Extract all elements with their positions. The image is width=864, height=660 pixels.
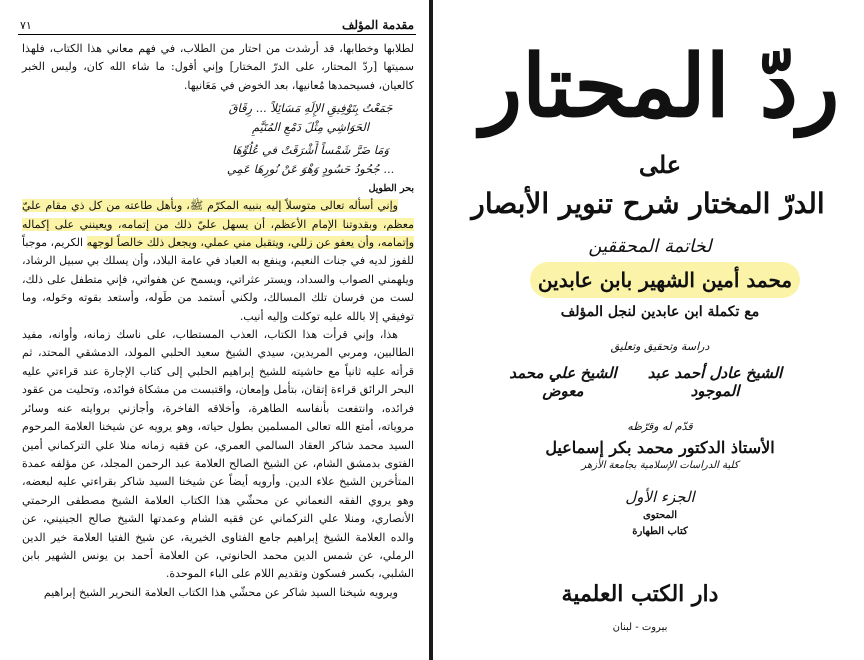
author-name-highlighted: محمد أمين الشهير بابن عابدين [530,262,800,298]
publisher-city: بيروت - لبنان [612,622,668,633]
editor-2: الشيخ علي محمد معوض [509,364,617,400]
author-epithet: لخاتمة المحققين [588,236,712,257]
professor-name: الأستاذ الدكتور محمد بكر إسماعيل [545,438,775,457]
contents-label: المحتوى [642,510,678,521]
paragraph-chain: هذا، وإني قرأت هذا الكتاب، العذب المستطاب، على ناسك زمانه، وأوانه، مفيد الطالبين، ومربي المريدين، سيدي الشيخ سعيد الحلبي المولد، الدمشقي المحتد، ثم قرأته عليه ثانياً مع حاشيته للشيخ إبراهيم الحلبي إلى كتاب الإجارة عند قراءتي عليه البحر الرائق قراءة إتقان، بتأمل وإمعان، واقتبست من مشكاة فوائده، وتحليت من عقود فرائده، وانتفعت بأنفاسه الطاهرة، وأخلاقه الفاخرة، وأجازني بروايته عنه وسائر مروياته، أمتع الله تعالى المسلمين بطول حياته، وهو يرويه عن شيخنا العلامة المرحوم السيد محمد شاكر العقاد السالمي العمري، عن فقيه زمانه منلا علي التركماني أمين الفتوى بدمشق الشام، عن الشيخ الصالح العلامة عبد الرحمن المجلد، عن مؤلفه عمدة المتأخرين الشيخ علاء الدين. وأرويه أيضاً عن شيخنا السيد شاكر بقراءتي عليه لبعضه، وهو يروي الفقه النعماني عن محشّي هذا الكتاب العلامة الشيخ مصطفى الرحمتي الأنصاري، ومنلا علي التركماني عن فقيه الشام وعمدتها الشيخ صالح الجينيني، عن والده العلامة الشيخ إبراهيم جامع الفتاوى الخيرية، عن شيخ الفتيا العلامة خير الدين الرملي، عن شمس الدين محمد الحانوتي، عن العلامة أحمد بن يونس الشهير بابن الشلبي، بكسر فسكون وتقديم اللام على الباء الموحدة. [22,328,414,581]
title-text: ردّ المحتار [480,36,840,137]
page-body [22,40,414,602]
study-label: دراسة وتحقيق وتعليق [610,340,710,353]
prayer-continuation: الكريم، موجباً للفوز لديه في جنات النعيم، وينفع به العباد في عامة البلاد، وأن يسلك بي سبيل الرشاد، ويلهمني الصواب والسداد، ويستر عثراتي، ويسمح عن هفواتي، فإني متطفل على ذلك، لست من فرسان تلك المسالك، ولكني أستمد من طَوله، وأستعد بقوته وحَوله، وما توفيقي إلا بالله عليه توكلت وإليه أنيب. [22,236,414,323]
verse-line [22,99,414,137]
volume-part: الجزء الأول [625,488,695,506]
header-rule [18,34,416,35]
paragraph-intro: لطلابها وخطابها، قد أرشدت من احتار من الطلاب، في فهم معاني هذا الكتاب، فلهذا سميتها [ردّ المحتار، على الدرّ المختار] وإني أقول: ما شاء الله كان، وليس الخبر كالعيان، فسيحمدها مُعانيها، بعد الخوض في مَعَانيها. [22,42,414,92]
completion-note: مع تكملة ابن عابدين لنجل المؤلف [560,304,760,320]
verse-text: وَمَا ضَرَّ شَمْساً أَشْرَقَتْ في عُلُوِّهَا ... جُحُودُ حَسُودٍ وَهْوَ عَنْ نُورِهَا عَمِي [226,143,395,177]
paragraph-last: ويرويه شيخنا السيد شاكر عن محشّي هذا الكتاب العلامة النحرير الشيخ إبراهيم [43,585,398,599]
title-calligraphy [480,24,840,144]
presented-label: قدّم له وقرّظه [627,420,693,433]
running-header [20,14,414,32]
page-number: ٧١ [20,19,32,32]
highlighted-passage: وإني أسأله تعالى متوسلاً إليه بنبيه المكرّم ﷺ، وبأهل طاعته من كل ذي مقام عليّ معظم، وبقدوتنا الإمام الأعظم، أن يسهل عليّ ذلك من إتمامه، ويعينني على إكماله وإتمامه، وأن يعفو عن زللي، ويتقبل مني عملي، ويجعل ذلك خالصاً لوجهه [22,199,415,250]
calligraphic-title [480,24,840,144]
paragraph-prayer [22,197,414,326]
publisher-name: دار الكتب العلمية [561,581,719,607]
verse-text: جَمَعْتُ بِتَوْفِيقِ الإِلَهِ مَسَائِلاً ... رِقَاقَ الحَوَاشِي مِثْلَ دَمْعِ المُتَيَّمِ [228,101,393,135]
title-subtitle: الدرّ المختار شرح تنوير الأبصار [471,187,825,220]
professor-affiliation: كلية الدراسات الإسلامية بجامعة الأزهر [581,460,739,471]
poem [22,99,414,197]
editor-1: الشيخ عادل أحمد عبد الموجود [647,364,783,400]
left-page [0,0,430,660]
contents-title: كتاب الطهارة [632,526,688,537]
poem-meter: بحر الطويل [368,183,414,195]
header-title: مقدمة المؤلف [341,18,414,32]
publisher-logo [560,580,720,620]
title-ala: على [638,150,682,179]
verse-line [22,141,414,179]
